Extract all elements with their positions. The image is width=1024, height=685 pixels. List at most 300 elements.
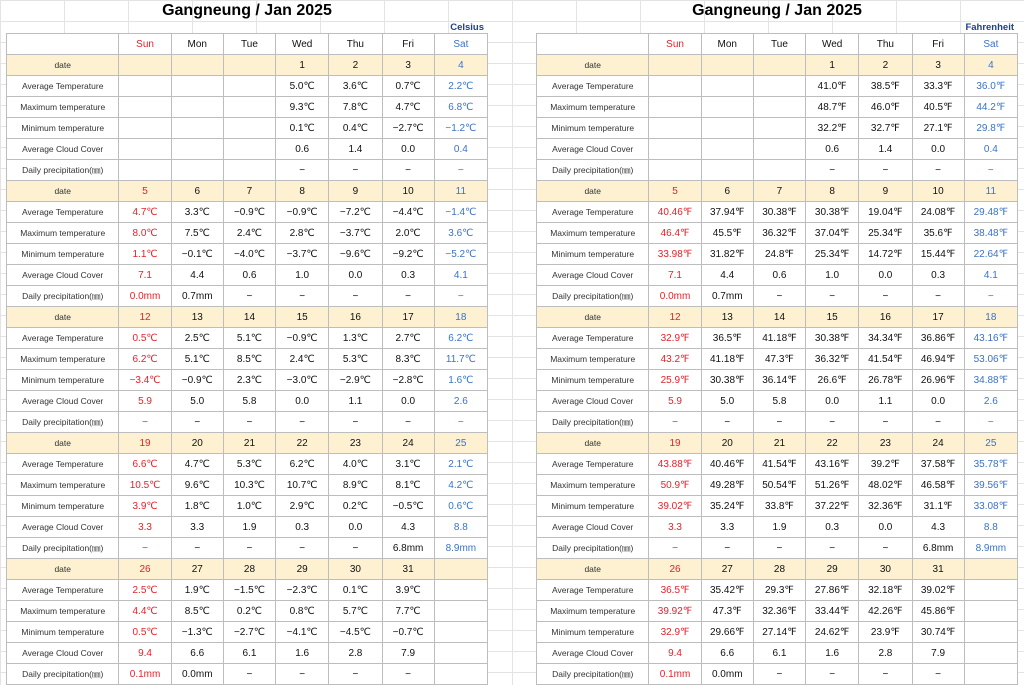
celsius-table bbox=[6, 33, 488, 685]
row-label: Average Temperature bbox=[537, 328, 649, 349]
value-cell: 0.6 bbox=[753, 265, 805, 286]
table-row-max bbox=[537, 475, 1018, 496]
row-label: Maximum temperature bbox=[7, 349, 119, 370]
value-cell: 2.5℃ bbox=[119, 580, 171, 601]
value-cell: 3.3℃ bbox=[171, 202, 223, 223]
value-cell: −5.2℃ bbox=[434, 244, 487, 265]
date-cell: 27 bbox=[701, 559, 753, 580]
row-label: Average Temperature bbox=[7, 76, 119, 97]
value-cell: 32.36℉ bbox=[753, 601, 805, 622]
value-cell: 5.0 bbox=[171, 391, 223, 412]
row-label: Daily precipitation(㎜) bbox=[537, 538, 649, 559]
table-row-min bbox=[537, 370, 1018, 391]
value-cell bbox=[964, 643, 1017, 664]
value-cell bbox=[701, 76, 753, 97]
date-cell: 7 bbox=[753, 181, 805, 202]
date-cell: 5 bbox=[649, 181, 701, 202]
row-label: date bbox=[7, 181, 119, 202]
weekday-header-row bbox=[7, 34, 488, 55]
date-cell: 26 bbox=[649, 559, 701, 580]
table-row-precip bbox=[537, 412, 1018, 433]
value-cell: − bbox=[276, 286, 329, 307]
value-cell: 3.3 bbox=[119, 517, 171, 538]
value-cell: 8.0℃ bbox=[119, 223, 171, 244]
value-cell: 8.9℃ bbox=[329, 475, 382, 496]
value-cell: 29.48℉ bbox=[964, 202, 1017, 223]
value-cell: 2.7℃ bbox=[382, 328, 434, 349]
value-cell: 6.6 bbox=[171, 643, 223, 664]
row-label: Average Cloud Cover bbox=[7, 391, 119, 412]
row-label: date bbox=[537, 55, 649, 76]
row-label: Average Temperature bbox=[7, 202, 119, 223]
row-label: Minimum temperature bbox=[537, 496, 649, 517]
table-row-precip bbox=[7, 160, 488, 181]
value-cell: 7.9 bbox=[912, 643, 964, 664]
value-cell: 2.9℃ bbox=[276, 496, 329, 517]
value-cell: 30.38℉ bbox=[753, 202, 805, 223]
value-cell: −2.9℃ bbox=[329, 370, 382, 391]
value-cell: −3.7℃ bbox=[329, 223, 382, 244]
value-cell: 37.04℉ bbox=[806, 223, 859, 244]
table-row-min bbox=[7, 244, 488, 265]
row-label: Daily precipitation(㎜) bbox=[7, 160, 119, 181]
value-cell: − bbox=[753, 412, 805, 433]
value-cell: 6.8mm bbox=[382, 538, 434, 559]
value-cell: 2.6 bbox=[964, 391, 1017, 412]
row-label: Average Temperature bbox=[537, 454, 649, 475]
header-corner-cell bbox=[537, 34, 649, 55]
value-cell: − bbox=[912, 286, 964, 307]
table-row-precip bbox=[537, 286, 1018, 307]
row-label: date bbox=[7, 55, 119, 76]
value-cell: 51.26℉ bbox=[806, 475, 859, 496]
value-cell: − bbox=[223, 412, 275, 433]
date-cell: 5 bbox=[119, 181, 171, 202]
value-cell: − bbox=[806, 412, 859, 433]
value-cell: 1.1 bbox=[859, 391, 912, 412]
value-cell: 0.0 bbox=[329, 265, 382, 286]
value-cell: 0.0 bbox=[859, 517, 912, 538]
value-cell: 0.2℃ bbox=[329, 496, 382, 517]
value-cell: 2.1℃ bbox=[434, 454, 487, 475]
table-row-date bbox=[7, 307, 488, 328]
value-cell: − bbox=[276, 664, 329, 685]
value-cell: 0.7mm bbox=[701, 286, 753, 307]
value-cell: 7.7℃ bbox=[382, 601, 434, 622]
panel-title: Gangneung / Jan 2025 bbox=[162, 2, 332, 19]
value-cell: 4.1 bbox=[964, 265, 1017, 286]
value-cell: 0.0mm bbox=[649, 286, 701, 307]
date-cell: 4 bbox=[434, 55, 487, 76]
value-cell bbox=[964, 601, 1017, 622]
value-cell: 2.8 bbox=[859, 643, 912, 664]
value-cell: − bbox=[859, 412, 912, 433]
row-label: Average Temperature bbox=[537, 580, 649, 601]
value-cell: − bbox=[382, 160, 434, 181]
row-label: date bbox=[7, 433, 119, 454]
value-cell: 32.9℉ bbox=[649, 622, 701, 643]
table-row-cloud bbox=[7, 517, 488, 538]
value-cell: 6.8℃ bbox=[434, 97, 487, 118]
value-cell: 0.1℃ bbox=[276, 118, 329, 139]
value-cell: 5.1℃ bbox=[223, 328, 275, 349]
value-cell: 1.9 bbox=[753, 517, 805, 538]
row-label: date bbox=[7, 307, 119, 328]
value-cell: 30.38℉ bbox=[806, 328, 859, 349]
value-cell: 32.2℉ bbox=[806, 118, 859, 139]
value-cell: 37.94℉ bbox=[701, 202, 753, 223]
value-cell: − bbox=[753, 286, 805, 307]
table-row-date bbox=[7, 181, 488, 202]
row-label: Daily precipitation(㎜) bbox=[537, 286, 649, 307]
value-cell: 5.3℃ bbox=[223, 454, 275, 475]
weekday-header: Sat bbox=[434, 34, 487, 55]
row-label: Average Cloud Cover bbox=[7, 139, 119, 160]
value-cell: 40.46℉ bbox=[649, 202, 701, 223]
date-cell: 14 bbox=[753, 307, 805, 328]
value-cell: 2.5℃ bbox=[171, 328, 223, 349]
value-cell: − bbox=[119, 538, 171, 559]
table-row-date bbox=[537, 55, 1018, 76]
value-cell bbox=[434, 580, 487, 601]
value-cell: 3.1℃ bbox=[382, 454, 434, 475]
value-cell: 37.22℉ bbox=[806, 496, 859, 517]
value-cell: −4.4℃ bbox=[382, 202, 434, 223]
table-row-max bbox=[7, 349, 488, 370]
value-cell: 47.3℉ bbox=[753, 349, 805, 370]
table-row-avg bbox=[7, 202, 488, 223]
value-cell bbox=[649, 160, 701, 181]
value-cell: 25.34℉ bbox=[859, 223, 912, 244]
date-cell: 9 bbox=[329, 181, 382, 202]
value-cell: −2.8℃ bbox=[382, 370, 434, 391]
date-cell bbox=[223, 55, 275, 76]
value-cell: − bbox=[649, 538, 701, 559]
value-cell bbox=[701, 97, 753, 118]
unit-label: Fahrenheit bbox=[965, 22, 1014, 33]
row-label: Maximum temperature bbox=[537, 97, 649, 118]
date-cell: 30 bbox=[859, 559, 912, 580]
value-cell: 2.2℃ bbox=[434, 76, 487, 97]
value-cell bbox=[701, 118, 753, 139]
value-cell: 4.7℃ bbox=[171, 454, 223, 475]
value-cell: 0.6 bbox=[223, 265, 275, 286]
value-cell: 1.8℃ bbox=[171, 496, 223, 517]
value-cell bbox=[171, 139, 223, 160]
value-cell: 1.4 bbox=[859, 139, 912, 160]
fahrenheit-table bbox=[536, 33, 1018, 685]
date-cell bbox=[701, 55, 753, 76]
table-row-precip bbox=[537, 538, 1018, 559]
value-cell: 6.2℃ bbox=[119, 349, 171, 370]
value-cell: 24.62℉ bbox=[806, 622, 859, 643]
value-cell: 15.44℉ bbox=[912, 244, 964, 265]
value-cell: 0.0mm bbox=[119, 286, 171, 307]
date-cell bbox=[753, 55, 805, 76]
value-cell: 3.3 bbox=[649, 517, 701, 538]
row-label: Average Cloud Cover bbox=[7, 517, 119, 538]
value-cell: 24.08℉ bbox=[912, 202, 964, 223]
value-cell: 8.3℃ bbox=[382, 349, 434, 370]
value-cell: 39.02℉ bbox=[912, 580, 964, 601]
value-cell: 1.4 bbox=[329, 139, 382, 160]
value-cell: − bbox=[701, 412, 753, 433]
value-cell: 3.6℃ bbox=[329, 76, 382, 97]
value-cell: 5.8 bbox=[753, 391, 805, 412]
value-cell: 44.2℉ bbox=[964, 97, 1017, 118]
value-cell: 27.1℉ bbox=[912, 118, 964, 139]
value-cell: 8.1℃ bbox=[382, 475, 434, 496]
date-cell: 12 bbox=[119, 307, 171, 328]
value-cell: − bbox=[276, 160, 329, 181]
table-row-max bbox=[537, 97, 1018, 118]
value-cell: 50.54℉ bbox=[753, 475, 805, 496]
value-cell: − bbox=[859, 664, 912, 685]
value-cell: −4.0℃ bbox=[223, 244, 275, 265]
value-cell: 35.24℉ bbox=[701, 496, 753, 517]
value-cell: −7.2℃ bbox=[329, 202, 382, 223]
row-label: Maximum temperature bbox=[537, 223, 649, 244]
value-cell: 2.8 bbox=[329, 643, 382, 664]
value-cell bbox=[171, 97, 223, 118]
table-row-min bbox=[7, 370, 488, 391]
value-cell: −4.1℃ bbox=[276, 622, 329, 643]
row-label: Minimum temperature bbox=[7, 118, 119, 139]
value-cell bbox=[964, 580, 1017, 601]
panel-title: Gangneung / Jan 2025 bbox=[692, 2, 862, 19]
value-cell: 23.9℉ bbox=[859, 622, 912, 643]
date-cell: 16 bbox=[329, 307, 382, 328]
value-cell: 31.1℉ bbox=[912, 496, 964, 517]
date-cell: 29 bbox=[276, 559, 329, 580]
value-cell: 39.56℉ bbox=[964, 475, 1017, 496]
value-cell: − bbox=[753, 664, 805, 685]
value-cell: 33.8℉ bbox=[753, 496, 805, 517]
value-cell: 7.5℃ bbox=[171, 223, 223, 244]
value-cell: − bbox=[329, 538, 382, 559]
value-cell: 11.7℃ bbox=[434, 349, 487, 370]
value-cell: − bbox=[382, 286, 434, 307]
value-cell: 0.0 bbox=[912, 139, 964, 160]
value-cell: 29.3℉ bbox=[753, 580, 805, 601]
table-row-date bbox=[7, 559, 488, 580]
row-label: Average Cloud Cover bbox=[537, 517, 649, 538]
value-cell: 7.8℃ bbox=[329, 97, 382, 118]
value-cell: 43.16℉ bbox=[806, 454, 859, 475]
table-row-min bbox=[537, 496, 1018, 517]
value-cell: − bbox=[329, 286, 382, 307]
value-cell: 2.8℃ bbox=[276, 223, 329, 244]
value-cell: 6.6℃ bbox=[119, 454, 171, 475]
value-cell: 30.38℉ bbox=[701, 370, 753, 391]
table-row-max bbox=[537, 601, 1018, 622]
value-cell: −9.6℃ bbox=[329, 244, 382, 265]
value-cell bbox=[119, 118, 171, 139]
value-cell: − bbox=[753, 538, 805, 559]
date-cell: 22 bbox=[276, 433, 329, 454]
value-cell: 4.1 bbox=[434, 265, 487, 286]
value-cell: − bbox=[382, 664, 434, 685]
value-cell: 4.3 bbox=[912, 517, 964, 538]
value-cell: −2.7℃ bbox=[382, 118, 434, 139]
value-cell: 3.9℃ bbox=[119, 496, 171, 517]
table-row-precip bbox=[537, 160, 1018, 181]
table-row-cloud bbox=[537, 517, 1018, 538]
table-row-avg bbox=[537, 202, 1018, 223]
weekday-header: Sun bbox=[119, 34, 171, 55]
weekday-header: Fri bbox=[382, 34, 434, 55]
table-row-avg bbox=[7, 454, 488, 475]
value-cell: 3.9℃ bbox=[382, 580, 434, 601]
date-cell: 12 bbox=[649, 307, 701, 328]
date-cell: 6 bbox=[701, 181, 753, 202]
value-cell: 0.7℃ bbox=[382, 76, 434, 97]
value-cell: − bbox=[171, 538, 223, 559]
table-row-max bbox=[537, 349, 1018, 370]
value-cell: − bbox=[964, 286, 1017, 307]
row-label: Average Cloud Cover bbox=[7, 265, 119, 286]
value-cell: 43.2℉ bbox=[649, 349, 701, 370]
table-row-avg bbox=[537, 454, 1018, 475]
value-cell: 0.0 bbox=[806, 391, 859, 412]
date-cell: 14 bbox=[223, 307, 275, 328]
value-cell: 30.74℉ bbox=[912, 622, 964, 643]
value-cell: 8.5℃ bbox=[223, 349, 275, 370]
table-row-avg bbox=[537, 580, 1018, 601]
value-cell: 5.9 bbox=[119, 391, 171, 412]
value-cell: 1.1 bbox=[329, 391, 382, 412]
value-cell: 8.9mm bbox=[964, 538, 1017, 559]
date-cell: 4 bbox=[964, 55, 1017, 76]
date-cell: 2 bbox=[859, 55, 912, 76]
value-cell: 0.3 bbox=[276, 517, 329, 538]
date-cell: 23 bbox=[329, 433, 382, 454]
value-cell: 34.34℉ bbox=[859, 328, 912, 349]
date-cell: 21 bbox=[223, 433, 275, 454]
value-cell: 32.9℉ bbox=[649, 328, 701, 349]
value-cell: 33.08℉ bbox=[964, 496, 1017, 517]
value-cell: 33.98℉ bbox=[649, 244, 701, 265]
table-row-max bbox=[7, 223, 488, 244]
value-cell bbox=[753, 76, 805, 97]
row-label: Minimum temperature bbox=[537, 370, 649, 391]
value-cell: 2.4℃ bbox=[276, 349, 329, 370]
weekday-header: Tue bbox=[223, 34, 275, 55]
value-cell bbox=[649, 139, 701, 160]
date-cell: 24 bbox=[382, 433, 434, 454]
date-cell: 19 bbox=[119, 433, 171, 454]
value-cell: 41.54℉ bbox=[753, 454, 805, 475]
value-cell: − bbox=[912, 664, 964, 685]
value-cell bbox=[434, 601, 487, 622]
value-cell: −1.5℃ bbox=[223, 580, 275, 601]
value-cell: 24.8℉ bbox=[753, 244, 805, 265]
weekday-header: Tue bbox=[753, 34, 805, 55]
value-cell bbox=[434, 643, 487, 664]
value-cell: 32.18℉ bbox=[859, 580, 912, 601]
value-cell: −0.1℃ bbox=[171, 244, 223, 265]
value-cell: 0.0 bbox=[329, 517, 382, 538]
value-cell: 35.6℉ bbox=[912, 223, 964, 244]
value-cell bbox=[649, 97, 701, 118]
value-cell: 39.2℉ bbox=[859, 454, 912, 475]
date-cell: 8 bbox=[806, 181, 859, 202]
value-cell: 5.0 bbox=[701, 391, 753, 412]
value-cell bbox=[119, 76, 171, 97]
value-cell: − bbox=[223, 286, 275, 307]
value-cell: 3.3 bbox=[171, 517, 223, 538]
value-cell: 26.78℉ bbox=[859, 370, 912, 391]
value-cell: 1.6 bbox=[806, 643, 859, 664]
table-row-avg bbox=[7, 328, 488, 349]
value-cell: 6.1 bbox=[223, 643, 275, 664]
value-cell: 25.9℉ bbox=[649, 370, 701, 391]
weekday-header: Sun bbox=[649, 34, 701, 55]
value-cell: 0.0 bbox=[382, 391, 434, 412]
value-cell: 1.9℃ bbox=[171, 580, 223, 601]
date-cell: 3 bbox=[382, 55, 434, 76]
value-cell: − bbox=[806, 160, 859, 181]
header-corner-cell bbox=[7, 34, 119, 55]
table-row-avg bbox=[537, 76, 1018, 97]
value-cell bbox=[434, 664, 487, 685]
value-cell: 5.8 bbox=[223, 391, 275, 412]
value-cell bbox=[964, 664, 1017, 685]
value-cell: 43.88℉ bbox=[649, 454, 701, 475]
value-cell: 22.64℉ bbox=[964, 244, 1017, 265]
row-label: Maximum temperature bbox=[7, 97, 119, 118]
date-cell bbox=[649, 55, 701, 76]
date-cell: 25 bbox=[964, 433, 1017, 454]
row-label: Average Cloud Cover bbox=[537, 139, 649, 160]
value-cell: 29.66℉ bbox=[701, 622, 753, 643]
value-cell: 36.14℉ bbox=[753, 370, 805, 391]
value-cell: 8.8 bbox=[964, 517, 1017, 538]
value-cell bbox=[171, 160, 223, 181]
value-cell: 19.04℉ bbox=[859, 202, 912, 223]
value-cell: 4.4 bbox=[171, 265, 223, 286]
table-row-cloud bbox=[537, 139, 1018, 160]
value-cell: 5.9 bbox=[649, 391, 701, 412]
value-cell: 49.28℉ bbox=[701, 475, 753, 496]
table-row-min bbox=[537, 118, 1018, 139]
value-cell: −0.9℃ bbox=[276, 328, 329, 349]
value-cell: 8.9mm bbox=[434, 538, 487, 559]
date-cell bbox=[171, 55, 223, 76]
value-cell: 35.42℉ bbox=[701, 580, 753, 601]
table-row-date bbox=[537, 307, 1018, 328]
value-cell: 8.8 bbox=[434, 517, 487, 538]
value-cell: 0.1mm bbox=[119, 664, 171, 685]
value-cell: 4.7℃ bbox=[382, 97, 434, 118]
value-cell: − bbox=[329, 412, 382, 433]
value-cell bbox=[223, 139, 275, 160]
value-cell: 0.0mm bbox=[171, 664, 223, 685]
value-cell: 0.0mm bbox=[701, 664, 753, 685]
value-cell: 33.44℉ bbox=[806, 601, 859, 622]
table-row-precip bbox=[7, 412, 488, 433]
row-label: Average Cloud Cover bbox=[537, 643, 649, 664]
date-cell: 22 bbox=[806, 433, 859, 454]
value-cell: 31.82℉ bbox=[701, 244, 753, 265]
row-label: Average Cloud Cover bbox=[7, 643, 119, 664]
weekday-header-row bbox=[537, 34, 1018, 55]
value-cell: 42.26℉ bbox=[859, 601, 912, 622]
row-label: Daily precipitation(㎜) bbox=[7, 664, 119, 685]
row-label: Average Temperature bbox=[537, 202, 649, 223]
value-cell: 1.3℃ bbox=[329, 328, 382, 349]
value-cell: 38.48℉ bbox=[964, 223, 1017, 244]
